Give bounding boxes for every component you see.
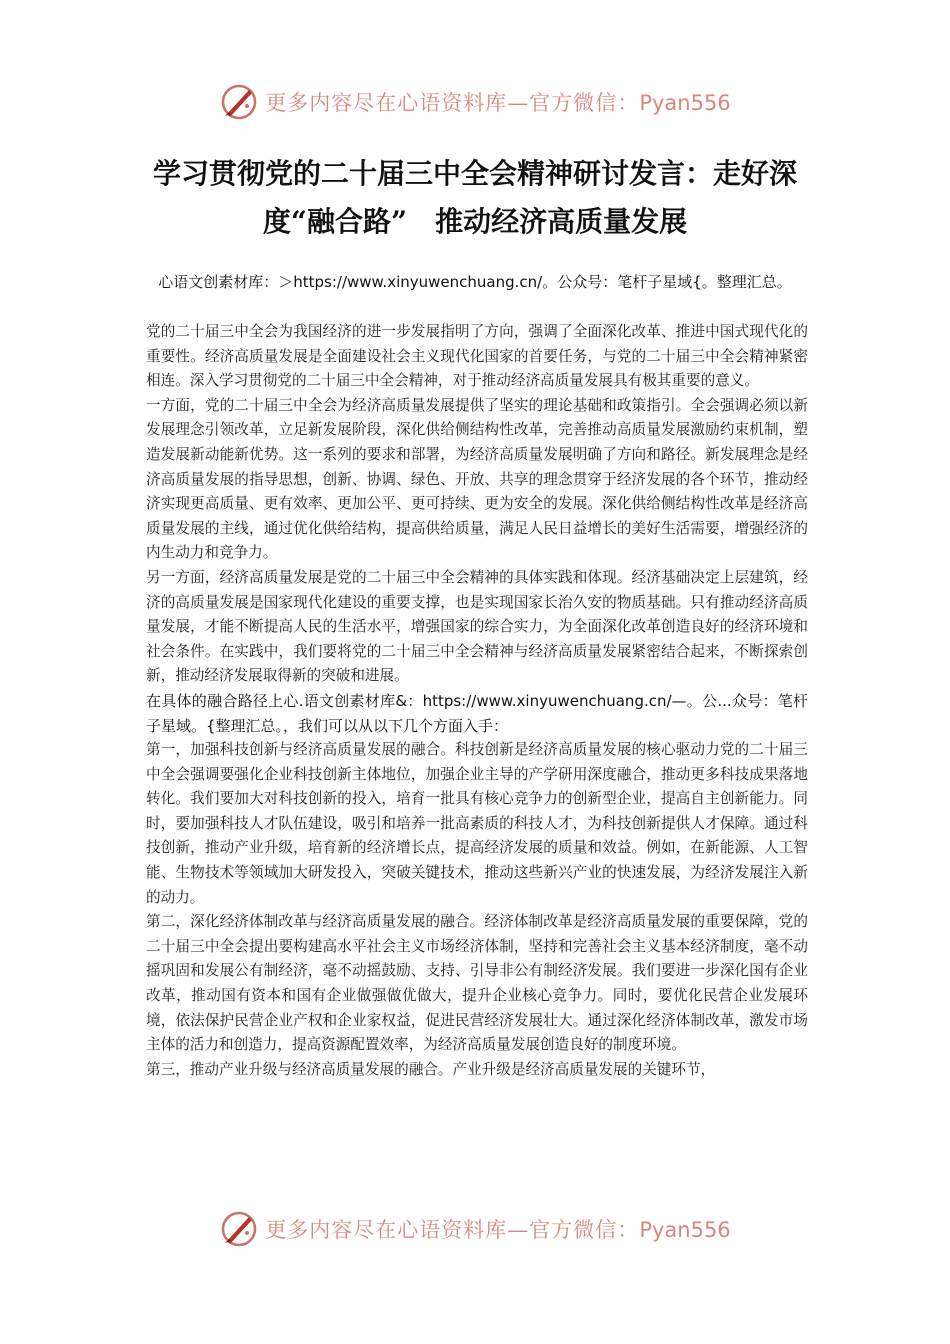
paragraph: 一方面，党的二十届三中全会为经济高质量发展提供了坚实的理论基础和政策指引。全会强调必须以新发展理念引领改革，立足新发展阶段，深化供给侧结构性改革，完善推动高质量发展激励约束机制，塑造发展新动能新优势。这一系列的要求和部署，为经济高质量发展明确了方向和路径。新发展理念是经济高质量发展的指导思想，创新、协调、绿色、开放、共享的理念贯穿于经济发展的各个环节，推动经济实现更高质量、更有效率、更加公平、更可持续、更为安全的发展。深化供给侧结构性改革是经济高质量发展的主线，通过优化供给结构，提高供给质量，满足人民日益增长的美好生活需要，增强经济的内生动力和竞争力。 — [146, 396, 808, 562]
document-body — [146, 320, 808, 1082]
paragraph-source-note: 在具体的融合路径上心.语文创素材库&：https://www.xinyuwenchuang.cn/—。公...众号：笔杆子星域。{整理汇总。，我们可以从以下几个方面入手： — [146, 691, 808, 735]
wechat-id: Pyan556 — [639, 91, 731, 115]
paragraph: 第二，深化经济体制改革与经济高质量发展的融合。经济体制改革是经济高质量发展的重要保障，党的二十届三中全会提出要构建高水平社会主义市场经济体制，坚持和完善社会主义基本经济制度，毫不动摇巩固和发展公有制经济，毫不动摇鼓励、支持、引导非公有制经济发展。我们要进一步深化国有企业改革，推动国有资本和国有企业做强做优做大，提升企业核心竞争力。同时，要优化民营企业发展环境，依法保护民营企业产权和企业家权益，促进民营经济发展壮大。通过深化经济体制改革，激发市场主体的活力和创造力，提高资源配置效率，为经济高质量发展创造良好的制度环境。 — [146, 913, 808, 1054]
banner-text: 更多内容尽在心语资料库—官方微信：Pyan556 — [265, 1218, 731, 1242]
wechat-id: Pyan556 — [639, 1218, 731, 1242]
paragraph: 第一，加强科技创新与经济高质量发展的融合。科技创新是经济高质量发展的核心驱动力党的二十届三中全会强调要强化企业科技创新主体地位，加强企业主导的产学研用深度融合，推动更多科技成果落地转化。我们要加大对科技创新的投入，培育一批具有核心竞争力的创新型企业，提高自主创新能力。同时，要加强科技人才队伍建设，吸引和培养一批高素质的科技人才，为科技创新提供人才保障。通过科技创新，推动产业升级，培育新的经济增长点，提高经济发展的质量和效益。例如，在新能源、人工智能、生物技术等领域加大研发投入，突破关键技术，推动这些新兴产业的快速发展，为经济发展注入新的动力。 — [146, 741, 808, 906]
page-title: 学习贯彻党的二十届三中全会精神研讨发言：走好深度“融合路” 推动经济高质量发展 — [152, 157, 797, 238]
paragraph: 党的二十届三中全会为我国经济的进一步发展指明了方向，强调了全面深化改革、推进中国式现代化的重要性。经济高质量发展是全面建设社会主义现代化国家的首要任务，与党的二十届三中全会精神紧密相连。深入学习贯彻党的二十届三中全会精神，对于推动经济高质量发展具有极其重要的意义。 — [146, 323, 808, 390]
pen-nib-logo-icon — [219, 1209, 259, 1249]
banner-text: 更多内容尽在心语资料库—官方微信：Pyan556 — [265, 91, 731, 115]
paragraph: 第三，推动产业升级与经济高质量发展的融合。产业升级是经济高质量发展的关键环节， — [146, 1060, 716, 1078]
pen-nib-logo-icon — [219, 82, 259, 122]
source-line: 心语文创素材库：＞https://www.xinyuwenchuang.cn/。公众号：笔杆子星域{。整理汇总。 — [158, 273, 792, 291]
paragraph: 另一方面，经济高质量发展是党的二十届三中全会精神的具体实践和体现。经济基础决定上层建筑，经济的高质量发展是国家现代化建设的重要支撑，也是实现国家长治久安的物质基础。只有推动经济高质量发展，才能不断提高人民的生活水平，增强国家的综合实力，为全面深化改革创造良好的经济环境和社会条件。在实践中，我们要将党的二十届三中全会精神与经济高质量发展紧密结合起来，不断探索创新，推动经济发展取得新的突破和进展。 — [146, 568, 808, 685]
footer-banner — [0, 1205, 950, 1253]
header-banner — [0, 78, 950, 126]
